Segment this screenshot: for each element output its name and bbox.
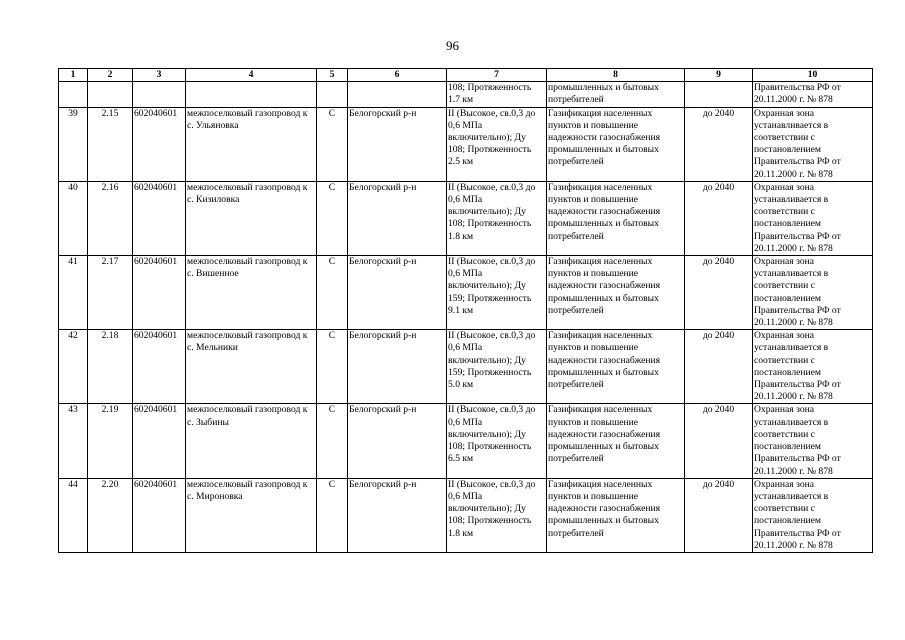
header-cell: 8 — [547, 69, 685, 82]
header-cell: 5 — [317, 69, 348, 82]
header-cell: 7 — [447, 69, 547, 82]
row-term: до 2040 — [685, 181, 753, 255]
row-district: Белогорский р-н — [348, 107, 447, 181]
row-number: 42 — [59, 330, 88, 404]
row-params: II (Высокое, св.0,3 до 0,6 МПа включительно); Ду 108; Протяженность 1.8 км — [447, 478, 547, 552]
purpose-cell: промышленных и бытовых потребителей — [547, 82, 685, 107]
row-type: С — [317, 181, 348, 255]
row-purpose: Газификация населенных пунктов и повышение надежности газоснабжения промышленных и бытовых потребителей — [547, 107, 685, 181]
zone-cell: Правительства РФ от 20.11.2000 г. № 878 — [753, 82, 873, 107]
row-id: 602040601 — [133, 181, 186, 255]
row-number: 41 — [59, 256, 88, 330]
header-cell: 10 — [753, 69, 873, 82]
header-cell: 2 — [88, 69, 133, 82]
row-term: до 2040 — [685, 330, 753, 404]
row-number: 44 — [59, 478, 88, 552]
row-zone: Охранная зона устанавливается в соответствии с постановлением Правительства РФ от 20.11.2000 г. № 878 — [753, 107, 873, 181]
row-purpose: Газификация населенных пунктов и повышение надежности газоснабжения промышленных и бытовых потребителей — [547, 404, 685, 478]
row-code: 2.18 — [88, 330, 133, 404]
row-code: 2.20 — [88, 478, 133, 552]
row-params: II (Высокое, св.0,3 до 0,6 МПа включительно); Ду 108; Протяженность 2.5 км — [447, 107, 547, 181]
header-cell: 6 — [348, 69, 447, 82]
row-district: Белогорский р-н — [348, 256, 447, 330]
row-zone: Охранная зона устанавливается в соответствии с постановлением Правительства РФ от 20.11.2000 г. № 878 — [753, 181, 873, 255]
row-term: до 2040 — [685, 478, 753, 552]
row-type: С — [317, 404, 348, 478]
row-district: Белогорский р-н — [348, 181, 447, 255]
row-number: 40 — [59, 181, 88, 255]
row-number: 39 — [59, 107, 88, 181]
row-type: С — [317, 256, 348, 330]
row-code: 2.19 — [88, 404, 133, 478]
row-name: межпоселковый газопровод к с. Вишенное — [186, 256, 317, 330]
header-cell: 9 — [685, 69, 753, 82]
row-zone: Охранная зона устанавливается в соответствии с постановлением Правительства РФ от 20.11.2000 г. № 878 — [753, 478, 873, 552]
row-name: межпоселковый газопровод к с. Зыбины — [186, 404, 317, 478]
registry-table — [58, 68, 873, 553]
params-cell: 108; Протяженность 1.7 км — [447, 82, 547, 107]
row-id: 602040601 — [133, 107, 186, 181]
row-zone: Охранная зона устанавливается в соответствии с постановлением Правительства РФ от 20.11.2000 г. № 878 — [753, 256, 873, 330]
row-purpose: Газификация населенных пунктов и повышение надежности газоснабжения промышленных и бытовых потребителей — [547, 330, 685, 404]
row-id: 602040601 — [133, 256, 186, 330]
row-type: С — [317, 107, 348, 181]
row-zone: Охранная зона устанавливается в соответствии с постановлением Правительства РФ от 20.11.2000 г. № 878 — [753, 404, 873, 478]
row-district: Белогорский р-н — [348, 478, 447, 552]
row-term: до 2040 — [685, 107, 753, 181]
table-row — [59, 107, 873, 181]
table-row — [59, 256, 873, 330]
table-row — [59, 330, 873, 404]
row-term: до 2040 — [685, 404, 753, 478]
continuation-row — [59, 82, 873, 107]
row-id: 602040601 — [133, 478, 186, 552]
row-purpose: Газификация населенных пунктов и повышение надежности газоснабжения промышленных и бытовых потребителей — [547, 181, 685, 255]
row-id: 602040601 — [133, 404, 186, 478]
row-params: II (Высокое, св.0,3 до 0,6 МПа включительно); Ду 108; Протяженность 6.5 км — [447, 404, 547, 478]
row-number: 43 — [59, 404, 88, 478]
row-zone: Охранная зона устанавливается в соответствии с постановлением Правительства РФ от 20.11.2000 г. № 878 — [753, 330, 873, 404]
table-row — [59, 478, 873, 552]
page-number: 96 — [446, 38, 459, 53]
row-district: Белогорский р-н — [348, 330, 447, 404]
row-code: 2.15 — [88, 107, 133, 181]
row-params: II (Высокое, св.0,3 до 0,6 МПа включительно); Ду 159; Протяженность 9.1 км — [447, 256, 547, 330]
row-name: межпоселковый газопровод к с. Ульяновка — [186, 107, 317, 181]
header-cell: 3 — [133, 69, 186, 82]
header-cell: 4 — [186, 69, 317, 82]
row-name: межпоселковый газопровод к с. Кизиловка — [186, 181, 317, 255]
row-name: межпоселковый газопровод к с. Мельники — [186, 330, 317, 404]
row-purpose: Газификация населенных пунктов и повышение надежности газоснабжения промышленных и бытовых потребителей — [547, 478, 685, 552]
header-cell: 1 — [59, 69, 88, 82]
row-purpose: Газификация населенных пунктов и повышение надежности газоснабжения промышленных и бытовых потребителей — [547, 256, 685, 330]
row-term: до 2040 — [685, 256, 753, 330]
row-code: 2.17 — [88, 256, 133, 330]
header-row — [59, 69, 873, 82]
row-type: С — [317, 478, 348, 552]
table-row — [59, 404, 873, 478]
row-params: II (Высокое, св.0,3 до 0,6 МПа включительно); Ду 159; Протяженность 5.0 км — [447, 330, 547, 404]
row-district: Белогорский р-н — [348, 404, 447, 478]
row-type: С — [317, 330, 348, 404]
row-name: межпоселковый газопровод к с. Мироновка — [186, 478, 317, 552]
row-params: II (Высокое, св.0,3 до 0,6 МПа включительно); Ду 108; Протяженность 1.8 км — [447, 181, 547, 255]
row-id: 602040601 — [133, 330, 186, 404]
row-code: 2.16 — [88, 181, 133, 255]
table-row — [59, 181, 873, 255]
